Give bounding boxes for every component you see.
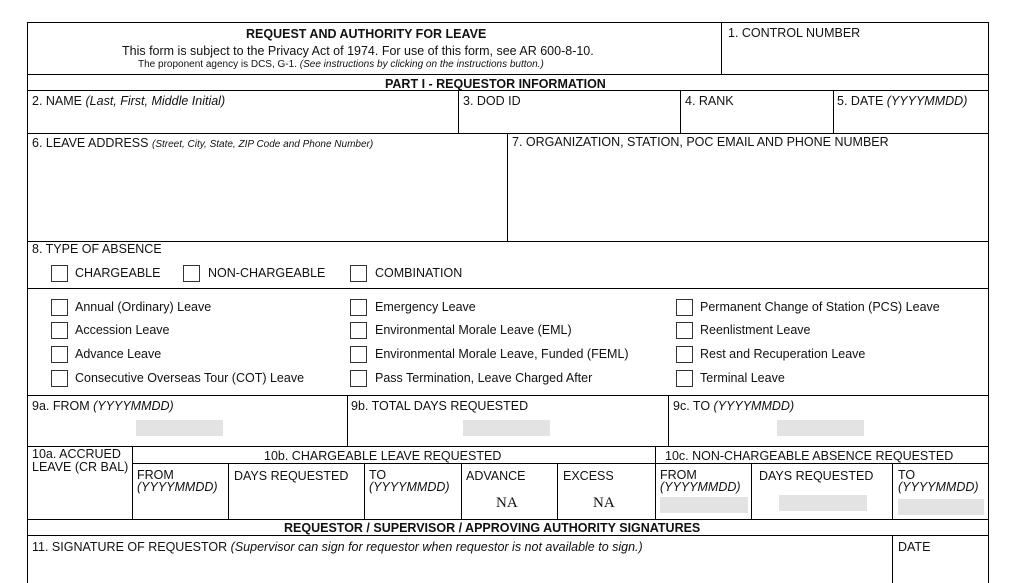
to-date-hint: (YYYYMMDD) xyxy=(713,399,795,413)
name-hint: (Last, First, Middle Initial) xyxy=(85,94,226,108)
nonchargeable-title: 10c. NON-CHARGEABLE ABSENCE REQUESTED xyxy=(665,449,954,463)
date-label xyxy=(837,94,967,108)
date-field[interactable] xyxy=(834,109,987,131)
name-label xyxy=(32,94,225,108)
emergency-leave-label: Emergency Leave xyxy=(375,300,476,314)
combination-checkbox[interactable] xyxy=(350,265,367,282)
nonchargeable-from-text: FROM xyxy=(660,468,697,482)
from-date-hint: (YYYYMMDD) xyxy=(93,399,174,413)
signature-date-field[interactable] xyxy=(893,555,987,582)
terminal-leave-label: Terminal Leave xyxy=(700,371,785,385)
to-date-label xyxy=(673,399,794,413)
dod-id-field[interactable] xyxy=(459,109,679,131)
nonchargeable-to-label xyxy=(898,469,979,493)
form-title: REQUEST AND AUTHORITY FOR LEAVE xyxy=(246,27,487,41)
advance-leave-checkbox[interactable] xyxy=(51,346,68,363)
emergency-leave-checkbox[interactable] xyxy=(350,299,367,316)
chargeable-from-hint: (YYYYMMDD) xyxy=(137,480,218,494)
nonchargeable-to-field[interactable] xyxy=(898,499,984,515)
cot-leave-checkbox[interactable] xyxy=(51,370,68,387)
chargeable-to-hint: (YYYYMMDD) xyxy=(369,480,450,494)
total-days-field[interactable] xyxy=(463,420,550,436)
leave-request-form xyxy=(27,22,989,583)
chargeable-label: CHARGEABLE xyxy=(75,266,161,280)
rank-label: 4. RANK xyxy=(685,94,734,108)
accession-leave-label: Accession Leave xyxy=(75,323,170,337)
date-hint: (YYYYMMDD) xyxy=(886,94,968,108)
advance-leave-label: Advance Leave xyxy=(75,347,162,361)
name-label-text: 2. NAME xyxy=(32,94,83,108)
reenlistment-leave-label: Reenlistment Leave xyxy=(700,323,811,337)
feml-checkbox[interactable] xyxy=(350,346,367,363)
from-date-label-text: 9a. FROM xyxy=(32,399,90,413)
rest-recuperation-label: Rest and Recuperation Leave xyxy=(700,347,866,361)
organization-label: 7. ORGANIZATION, STATION, POC EMAIL AND PHONE NUMBER xyxy=(512,135,889,149)
chargeable-checkbox[interactable] xyxy=(51,265,68,282)
combination-label: COMBINATION xyxy=(375,266,463,280)
excess-label: EXCESS xyxy=(563,469,614,483)
chargeable-leave-title: 10b. CHARGEABLE LEAVE REQUESTED xyxy=(264,449,502,463)
privacy-act-line: This form is subject to the Privacy Act of 1974. For use of this form, see AR 600-8-10. xyxy=(122,44,594,58)
requestor-signature-text: 11. SIGNATURE OF REQUESTOR xyxy=(32,540,228,554)
annual-leave-checkbox[interactable] xyxy=(51,299,68,316)
requestor-signature-label xyxy=(32,540,643,554)
nonchargeable-to-hint: (YYYYMMDD) xyxy=(898,480,979,494)
nonchargeable-to-text: TO xyxy=(898,468,916,482)
rest-recuperation-checkbox[interactable] xyxy=(676,346,693,363)
proponent-instructions: (See instructions by clicking on the instructions button.) xyxy=(299,59,544,70)
requestor-signature-field[interactable] xyxy=(29,555,889,582)
dod-id-label: 3. DOD ID xyxy=(463,94,521,108)
accrued-leave-label: 10a. ACCRUED LEAVE (CR BAL) xyxy=(32,447,129,474)
from-date-field[interactable] xyxy=(136,420,223,436)
feml-label: Environmental Morale Leave, Funded (FEML) xyxy=(375,347,629,361)
pass-termination-label: Pass Termination, Leave Charged After xyxy=(375,371,593,385)
nonchargeable-from-label xyxy=(660,469,741,493)
type-of-absence-label: 8. TYPE OF ABSENCE xyxy=(32,242,162,256)
to-date-label-text: 9c. TO xyxy=(673,399,711,413)
cot-leave-label: Consecutive Overseas Tour (COT) Leave xyxy=(75,371,305,385)
non-chargeable-label: NON-CHARGEABLE xyxy=(208,266,326,280)
leave-address-hint: (Street, City, State, ZIP Code and Phone Number) xyxy=(151,139,374,150)
date-label-text: 5. DATE xyxy=(837,94,884,108)
nonchargeable-days-field[interactable] xyxy=(779,495,867,511)
chargeable-days-label: DAYS REQUESTED xyxy=(234,469,349,483)
nonchargeable-from-field[interactable] xyxy=(660,497,748,513)
control-number-field[interactable] xyxy=(722,39,987,73)
chargeable-from-text: FROM xyxy=(137,468,174,482)
to-date-field[interactable] xyxy=(777,420,864,436)
advance-label: ADVANCE xyxy=(466,469,526,483)
accession-leave-checkbox[interactable] xyxy=(51,322,68,339)
chargeable-to-text: TO xyxy=(369,468,387,482)
signature-date-label: DATE xyxy=(898,540,931,554)
rank-field[interactable] xyxy=(681,109,831,131)
pcs-leave-checkbox[interactable] xyxy=(676,299,693,316)
signatures-title: REQUESTOR / SUPERVISOR / APPROVING AUTHORITY SIGNATURES xyxy=(284,521,701,535)
proponent-line xyxy=(138,59,544,71)
nonchargeable-days-label: DAYS REQUESTED xyxy=(759,469,874,483)
name-field[interactable] xyxy=(29,109,457,131)
pcs-leave-label: Permanent Change of Station (PCS) Leave xyxy=(700,300,940,314)
chargeable-from-label xyxy=(137,469,218,493)
annual-leave-label: Annual (Ordinary) Leave xyxy=(75,300,212,314)
control-number-label: 1. CONTROL NUMBER xyxy=(728,26,861,40)
reenlistment-leave-checkbox[interactable] xyxy=(676,322,693,339)
advance-value: NA xyxy=(496,495,518,511)
requestor-signature-hint: (Supervisor can sign for requestor when requestor is not available to sign.) xyxy=(230,540,643,554)
nonchargeable-from-hint: (YYYYMMDD) xyxy=(660,480,741,494)
organization-field[interactable] xyxy=(508,151,987,239)
pass-termination-checkbox[interactable] xyxy=(350,370,367,387)
eml-checkbox[interactable] xyxy=(350,322,367,339)
total-days-label: 9b. TOTAL DAYS REQUESTED xyxy=(351,399,529,413)
leave-address-label xyxy=(32,136,373,152)
leave-address-label-text: 6. LEAVE ADDRESS xyxy=(32,136,149,150)
terminal-leave-checkbox[interactable] xyxy=(676,370,693,387)
excess-value: NA xyxy=(593,495,615,511)
from-date-label xyxy=(32,399,174,413)
chargeable-to-label xyxy=(369,469,450,493)
leave-address-field[interactable] xyxy=(29,151,505,239)
eml-label: Environmental Morale Leave (EML) xyxy=(375,323,572,337)
proponent-prefix: The proponent agency is DCS, G-1. xyxy=(138,59,297,70)
non-chargeable-checkbox[interactable] xyxy=(183,265,200,282)
part1-title: PART I - REQUESTOR INFORMATION xyxy=(385,77,606,91)
